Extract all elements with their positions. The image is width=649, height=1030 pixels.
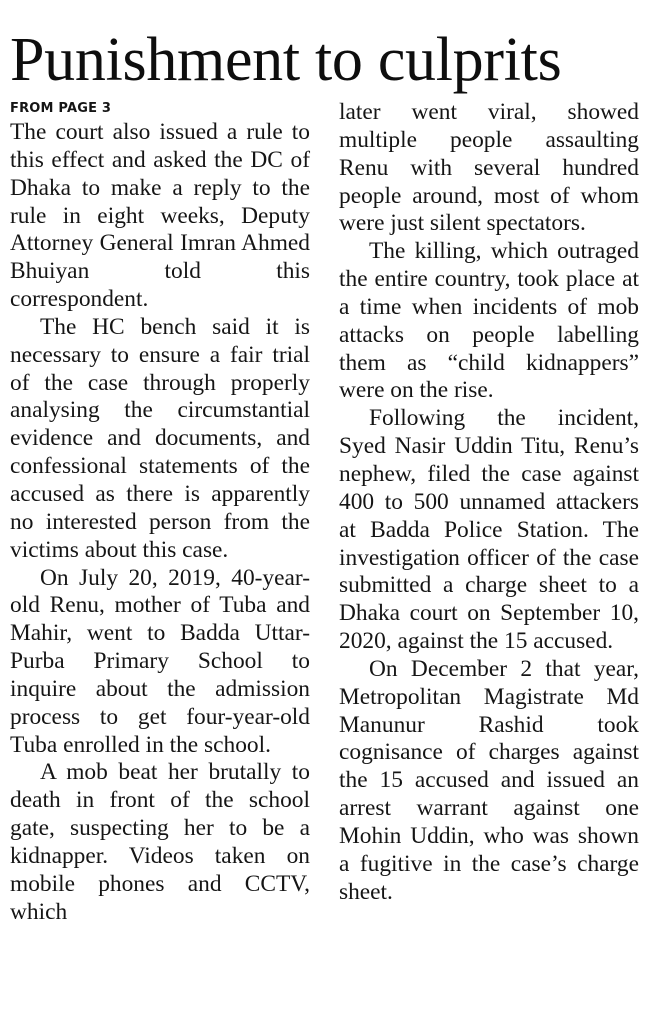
article-paragraph: The court also issued a rule to this effect and asked the DC of Dhaka to make a reply to the rule in eight weeks, Deputy Attorney General Imran Ahmed Bhuiyan told this correspondent. xyxy=(10,119,310,313)
article-column-right xyxy=(339,99,639,906)
continuation-kicker: FROM PAGE 3 xyxy=(10,101,112,116)
article-paragraph: Following the incident, Syed Nasir Uddin Titu, Renu’s nephew, filed the case against 400 to 500 unnamed attackers at Badda Police Station. The investigation officer of the case submitted a charge sheet to a Dhaka court on September 10, 2020, against the 15 accused. xyxy=(339,405,639,655)
article-paragraph: On July 20, 2019, 40-year-old Renu, mother of Tuba and Mahir, went to Badda Uttar-Purba Primary School to inquire about the admission process to get four-year-old Tuba enrolled in the school. xyxy=(10,564,310,758)
article-paragraph: The killing, which outraged the entire country, took place at a time when incidents of mob attacks on people labelling them as “child kidnappers” were on the rise. xyxy=(339,238,639,404)
article-paragraph: A mob beat her brutally to death in front of the school gate, suspecting her to be a kidnapper. Videos taken on mobile phones and CCTV, which xyxy=(10,759,310,925)
headline: Punishment to culprits xyxy=(10,26,562,94)
article-paragraph: On December 2 that year, Metropolitan Magistrate Md Manunur Rashid took cognisance of charges against the 15 accused and issued an arrest warrant against one Mohin Uddin, who was shown a fugitive in the case’s charge sheet. xyxy=(339,655,639,905)
article-column-left xyxy=(10,99,310,926)
article-paragraph: later went viral, showed multiple people assaulting Renu with several hundred people around, most of whom were just silent spectators. xyxy=(339,99,639,237)
article-paragraph: The HC bench said it is necessary to ensure a fair trial of the case through properly analysing the circumstantial evidence and documents, and confessional statements of the accused as there is apparently no interested person from the victims about this case. xyxy=(10,313,310,563)
